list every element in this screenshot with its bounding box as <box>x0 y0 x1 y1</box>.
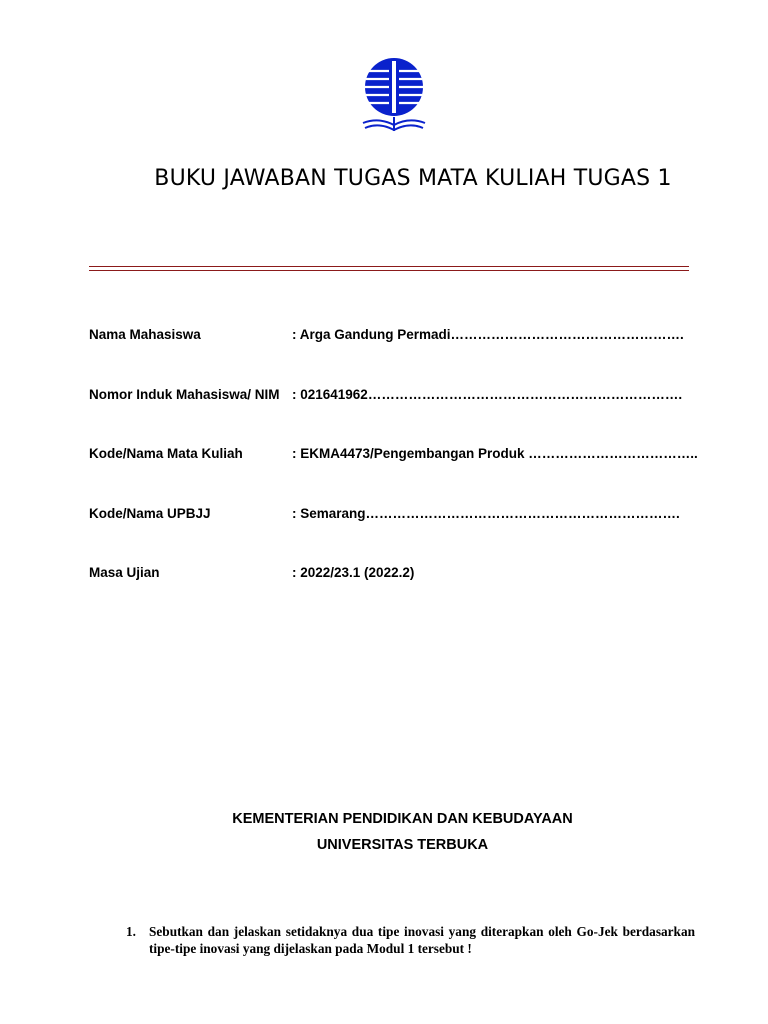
divider-line <box>89 266 689 267</box>
field-value: : Semarang……………………………………………………………. <box>292 506 680 521</box>
field-label: Nomor Induk Mahasiswa/ NIM <box>89 387 280 402</box>
university-logo-icon <box>361 57 427 133</box>
field-value: : Arga Gandung Permadi……………………………………………. <box>292 327 684 342</box>
field-label: Kode/Nama UPBJJ <box>89 506 211 521</box>
divider-line <box>89 270 689 271</box>
page-title: BUKU JAWABAN TUGAS MATA KULIAH TUGAS 1 <box>154 166 672 191</box>
question-text: Sebutkan dan jelaskan setidaknya dua tipe inovasi yang diterapkan oleh Go-Jek berdasarkan tipe-tipe inovasi yang dijelaskan pada Modul 1 tersebut ! <box>149 924 695 956</box>
field-value: : EKMA4473/Pengembangan Produk ……………………………….. <box>292 446 698 461</box>
ministry-name: KEMENTERIAN PENDIDIKAN DAN KEBUDAYAAN <box>232 811 573 827</box>
field-value: : 2022/23.1 (2022.2) <box>292 565 415 580</box>
question-number: 1. <box>126 924 136 939</box>
field-label: Nama Mahasiswa <box>89 327 201 342</box>
university-name: UNIVERSITAS TERBUKA <box>316 837 489 853</box>
field-label: Kode/Nama Mata Kuliah <box>89 446 243 461</box>
field-label: Masa Ujian <box>89 565 160 580</box>
field-value: : 021641962……………………………………………………………. <box>292 387 683 402</box>
